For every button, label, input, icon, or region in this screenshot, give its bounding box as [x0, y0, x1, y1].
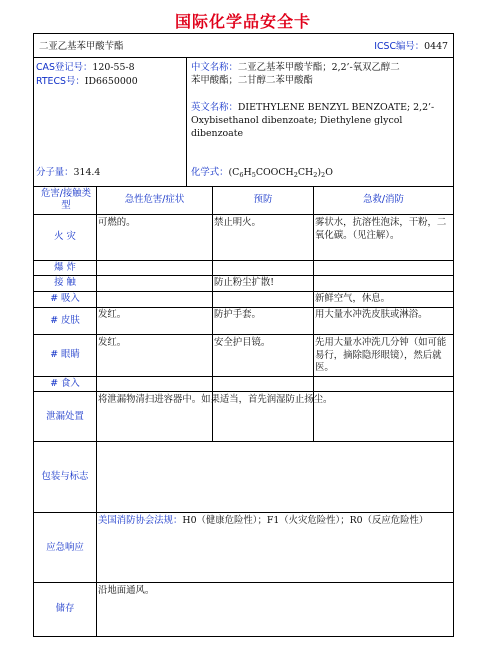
icsc-label: ICSC编号： [374, 41, 425, 52]
fire-hazard: 可燃的。 [98, 217, 136, 228]
row-type-inhalation: # 吸入 [50, 293, 80, 304]
row-type-ingestion: # 食入 [50, 378, 80, 389]
rtecs-value: ID6650000 [84, 76, 138, 87]
spill-label: 泄漏处置 [46, 411, 84, 422]
en-name-line3: dibenzoate [191, 128, 244, 139]
cn-name [191, 62, 400, 75]
skin-hazard: 发红。 [98, 309, 127, 320]
en-name-line1: DIETHYLENE BENZYL BENZOATE; 2,2’- [237, 102, 435, 113]
rtecs-label: RTECS号： [36, 76, 85, 87]
cn-name-label: 中文名称： [191, 62, 238, 73]
en-name [191, 102, 434, 115]
skin-prevention: 防护手套。 [214, 309, 261, 320]
fire-prevention: 禁止明火。 [214, 217, 261, 228]
col-header-aid: 急救/消防 [363, 194, 404, 205]
packaging-label: 包装与标志 [41, 471, 89, 482]
en-name-label: 英文名称： [191, 102, 238, 113]
skin-aid: 用大量水冲洗皮肤或淋浴。 [315, 309, 428, 320]
molecular-weight [36, 167, 100, 180]
emergency-prefix: 美国消防协会法规： [98, 515, 183, 526]
chemical-formula: 化学式：$(C_6H_5COOCH_2CH_2)_2O$ [191, 167, 333, 179]
row-type-contact: 接 触 [54, 277, 76, 288]
emergency-value: H0（健康危险性）；F1（火灾危险性）；R0（反应危险性） [182, 515, 429, 526]
icsc-number [374, 41, 448, 54]
col-header-hazard: 急性危害/症状 [124, 194, 185, 205]
card-title: 国际化学品安全卡 [174, 12, 311, 31]
storage-text: 沿地面通风。 [98, 585, 155, 596]
formula-label: 化学式： [191, 167, 229, 178]
storage-label: 储存 [55, 603, 75, 614]
chemical-name: 二亚乙基苯甲酸苄酯 [39, 41, 124, 52]
cas-value: 120-55-8 [92, 62, 135, 73]
inhalation-aid: 新鲜空气，休息。 [315, 293, 391, 304]
safety-card [33, 33, 454, 637]
cas-number [36, 62, 135, 75]
col-header-prevention: 预防 [253, 194, 273, 205]
mw-label: 分子量： [36, 167, 74, 178]
contact-prevention: 防止粉尘扩散! [214, 277, 275, 288]
spill-text: 将泄漏物清扫进容器中。如果适当，首先润湿防止扬尘。 [98, 394, 333, 405]
emergency-text [98, 515, 451, 528]
row-type-eyes: # 眼睛 [50, 349, 80, 360]
icsc-value: 0447 [424, 41, 448, 52]
rtecs-number [36, 76, 138, 89]
eyes-hazard: 发红。 [98, 337, 127, 348]
cas-label: CAS登记号： [36, 62, 93, 73]
eyes-aid: 先用大量水冲洗几分钟（如可能易行，摘除隐形眼镜），然后就医。 [315, 337, 447, 373]
row-type-explosion: 爆 炸 [54, 262, 76, 273]
cn-name-line1: 二亚乙基苯甲酸苄酯；2,2’-氧双乙醇二 [237, 62, 400, 73]
col-header-type: 危害/接触类型 [40, 188, 92, 211]
row-type-fire: 火 灾 [54, 231, 76, 242]
row-type-skin: # 皮肤 [50, 315, 80, 326]
emergency-label: 应急响应 [46, 542, 84, 553]
eyes-prevention: 安全护目镜。 [214, 337, 271, 348]
fire-aid: 雾状水，抗溶性泡沫，干粉，二氧化碳。（见注解）。 [315, 217, 447, 241]
mw-value: 314.4 [73, 167, 101, 178]
en-name-line2: Oxybisethanol dibenzoate; Diethylene glycol [191, 115, 403, 126]
cn-name-line2: 苯甲酸酯；二甘醇二苯甲酸酯 [191, 75, 313, 86]
